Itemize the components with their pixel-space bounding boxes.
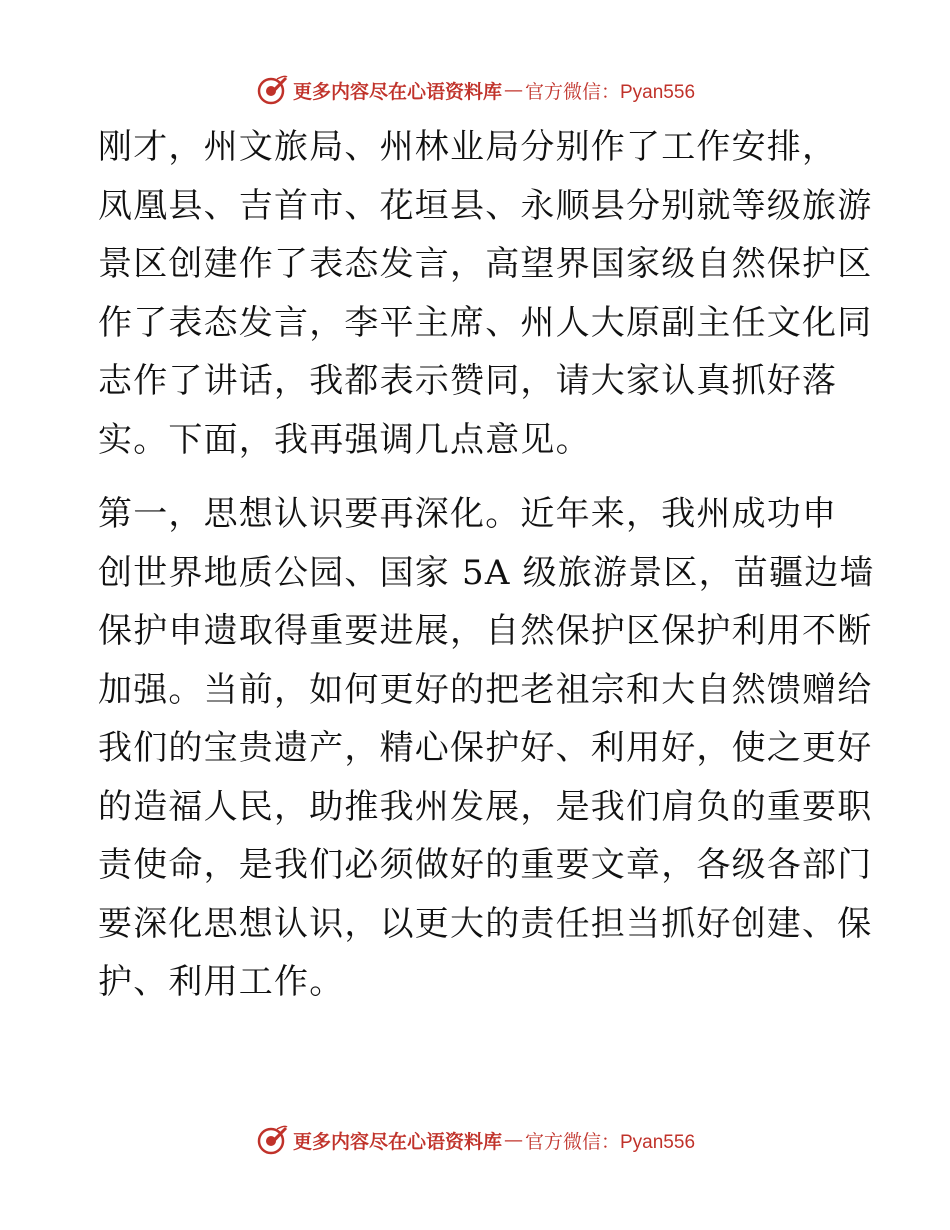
footer-watermark [0, 1120, 950, 1160]
watermark-site-text: 更多内容尽在心语资料库 [292, 80, 502, 103]
text-line: 创世界地质公园、国家 5A 级旅游景区，苗疆边墙 [98, 552, 875, 593]
text-line: 加强。当前，如何更好的把老祖宗和大自然馈赠给 [98, 669, 873, 710]
text-line: 保护申遗取得重要进展，自然保护区保护利用不断 [98, 611, 873, 651]
paragraph-2 [98, 485, 875, 1012]
text-line: 作了表态发言，李平主席、州人大原副主任文化同 [98, 302, 873, 343]
watermark-separator: — [503, 1129, 523, 1151]
text-line: 护、利用工作。 [98, 962, 345, 1002]
text-line: 景区创建作了表态发言，高望界国家级自然保护区 [98, 244, 873, 284]
paragraph-1 [98, 118, 873, 469]
quill-pen-logo-icon [255, 73, 289, 107]
text-line: 凤凰县、吉首市、花垣县、永顺县分别就等级旅游 [98, 185, 873, 226]
text-line: 责使命，是我们必须做好的重要文章，各级各部门 [98, 845, 873, 885]
watermark-wechat-id: Pyan556 [620, 81, 696, 103]
watermark-wechat-label: 官方微信： [524, 1130, 620, 1153]
text-line: 的造福人民，助推我州发展，是我们肩负的重要职 [98, 786, 873, 827]
watermark-wechat [525, 77, 695, 104]
text-line: 要深化思想认识，以更大的责任担当抓好创建、保 [98, 903, 873, 944]
text-line: 我们的宝贵遗产，精心保护好、利用好，使之更好 [98, 728, 873, 768]
text-line: 第一，思想认识要再深化。近年来，我州成功申 [98, 494, 838, 534]
header-watermark [0, 70, 950, 110]
watermark-wechat [525, 1127, 695, 1154]
watermark-wechat-id: Pyan556 [620, 1131, 696, 1153]
watermark-site-text: 更多内容尽在心语资料库 [292, 1130, 502, 1153]
text-line: 刚才，州文旅局、州林业局分别作了工作安排， [98, 127, 838, 167]
watermark-separator: — [503, 79, 523, 101]
quill-pen-logo-icon [255, 1123, 289, 1157]
watermark-wechat-label: 官方微信： [524, 80, 620, 103]
text-line: 实。下面，我再强调几点意见。 [98, 419, 591, 460]
text-line: 志作了讲话，我都表示赞同，请大家认真抓好落 [98, 361, 838, 401]
